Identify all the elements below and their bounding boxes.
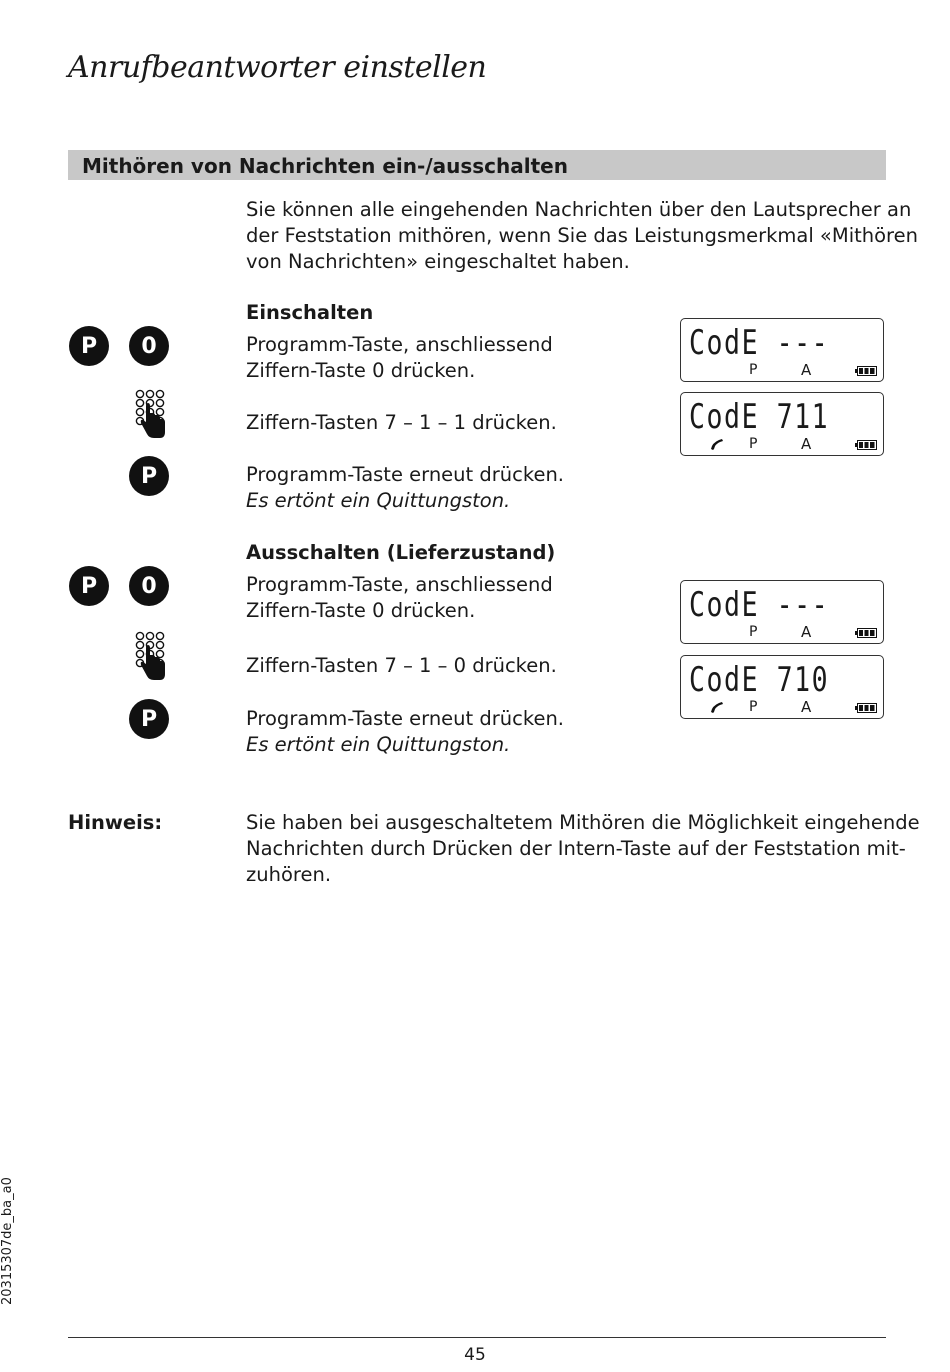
intro-paragraph	[246, 197, 918, 275]
lcd-display	[680, 655, 884, 719]
ausschalten-step2: Ziffern-Tasten 7 – 1 – 0 drücken.	[246, 654, 557, 677]
program-key-icon: P	[129, 699, 169, 739]
battery-icon	[855, 366, 877, 376]
intro-line: von Nachrichten» eingeschaltet haben.	[246, 250, 630, 273]
program-key-icon: P	[69, 566, 109, 606]
hinweis-line: Nachrichten durch Drücken der Intern-Taste auf der Feststation mit-	[246, 837, 906, 860]
lcd-p-indicator: P	[749, 362, 758, 378]
ausschalten-step3	[246, 706, 564, 758]
lcd-a-indicator: A	[801, 623, 812, 641]
ausschalten-heading: Ausschalten (Lieferzustand)	[246, 541, 556, 564]
einschalten-step2: Ziffern-Tasten 7 – 1 – 1 drücken.	[246, 411, 557, 434]
battery-icon	[855, 440, 877, 450]
lcd-display	[680, 580, 884, 644]
lcd-a-indicator: A	[801, 435, 812, 453]
battery-icon	[855, 628, 877, 638]
lcd-display	[680, 392, 884, 456]
document-code: 20315307de_ba_a0	[0, 1177, 15, 1305]
page-number: 45	[464, 1345, 486, 1365]
intro-line: der Feststation mithören, wenn Sie das Leistungsmerkmal «Mithören	[246, 224, 918, 247]
lcd-p-indicator: P	[749, 624, 758, 640]
lcd-a-indicator: A	[801, 698, 812, 716]
ausschalten-step1	[246, 572, 553, 624]
lcd-text: CodE ---	[689, 585, 830, 625]
step-line: Ziffern-Taste 0 drücken.	[246, 599, 476, 622]
lcd-a-indicator: A	[801, 361, 812, 379]
lcd-text: CodE 711	[689, 397, 830, 437]
zero-key-icon: 0	[129, 326, 169, 366]
battery-icon	[855, 703, 877, 713]
step-line: Ziffern-Taste 0 drücken.	[246, 359, 476, 382]
program-key-icon: P	[69, 326, 109, 366]
program-key-icon: P	[129, 456, 169, 496]
einschalten-step1	[246, 332, 553, 384]
lcd-display	[680, 318, 884, 382]
step-line: Programm-Taste, anschliessend	[246, 333, 553, 356]
lcd-p-indicator: P	[749, 699, 758, 715]
einschalten-step3	[246, 462, 564, 514]
einschalten-heading: Einschalten	[246, 301, 374, 324]
step-line: Programm-Taste, anschliessend	[246, 573, 553, 596]
hinweis-text	[246, 810, 920, 888]
step-note: Es ertönt ein Quittungston.	[246, 733, 511, 756]
page-title: Anrufbeantworter einstellen	[68, 50, 487, 85]
phone-handset-icon	[709, 437, 725, 451]
zero-key-icon: 0	[129, 566, 169, 606]
phone-handset-icon	[709, 700, 725, 714]
lcd-p-indicator: P	[749, 436, 758, 452]
footer-divider	[68, 1337, 886, 1338]
lcd-text: CodE 710	[689, 660, 830, 700]
hinweis-line: Sie haben bei ausgeschaltetem Mithören die Möglichkeit eingehende	[246, 811, 920, 834]
step-note: Es ertönt ein Quittungston.	[246, 489, 511, 512]
intro-line: Sie können alle eingehenden Nachrichten über den Lautsprecher an	[246, 198, 912, 221]
step-line: Programm-Taste erneut drücken.	[246, 707, 565, 730]
hinweis-label: Hinweis:	[68, 811, 163, 834]
step-line: Programm-Taste erneut drücken.	[246, 463, 565, 486]
hinweis-line: zuhören.	[246, 863, 332, 886]
keypad-hand-icon	[132, 388, 172, 440]
lcd-text: CodE ---	[689, 323, 830, 363]
keypad-hand-icon	[132, 630, 172, 682]
section-header-bar	[68, 150, 886, 180]
section-title: Mithören von Nachrichten ein-/ausschalten	[82, 154, 568, 178]
